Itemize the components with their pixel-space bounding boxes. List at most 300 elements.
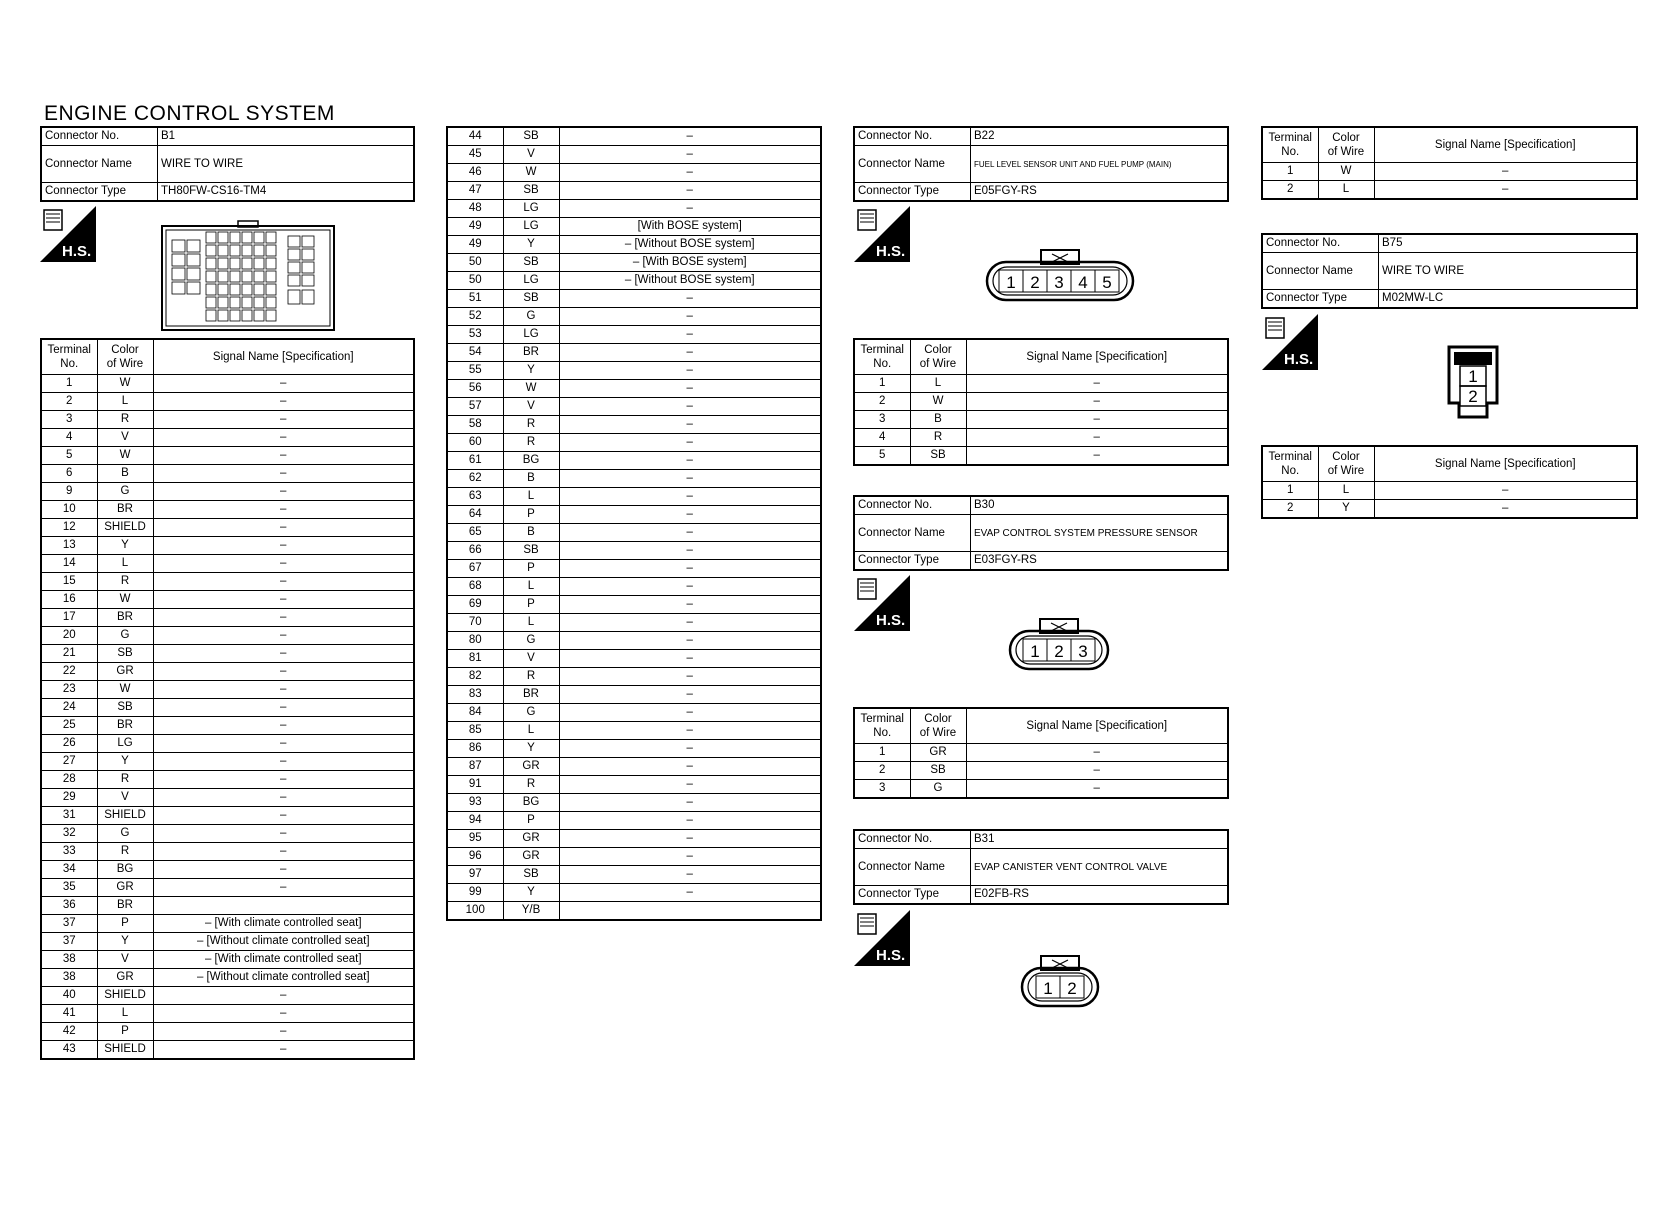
table-row [447, 326, 821, 344]
signal-cell: – [966, 744, 1228, 762]
terminal-cell: 1 [1262, 482, 1318, 500]
color-cell: SB [910, 447, 966, 466]
terminal-cell: 56 [447, 380, 503, 398]
connector-no-value: B22 [971, 127, 1229, 146]
signal-cell: – [966, 429, 1228, 447]
terminal-cell: 52 [447, 308, 503, 326]
color-cell: SHIELD [97, 1041, 153, 1060]
connector-name-label: Connector Name [854, 146, 971, 183]
color-cell: Y/B [503, 902, 559, 921]
color-cell: B [910, 411, 966, 429]
color-header [1318, 446, 1374, 482]
table-row [447, 686, 821, 704]
color-cell: W [97, 681, 153, 699]
color-cell: BR [97, 897, 153, 915]
signal-cell: – [559, 344, 821, 362]
terminal-cell: 91 [447, 776, 503, 794]
table-row [447, 470, 821, 488]
color-cell: SB [503, 127, 559, 146]
terminal-cell: 95 [447, 830, 503, 848]
table-row [41, 447, 414, 465]
terminal-cell: 62 [447, 470, 503, 488]
connector-type-value: TH80FW-CS16-TM4 [158, 183, 415, 202]
terminal-cell: 1 [854, 744, 910, 762]
color-cell: BR [503, 344, 559, 362]
terminal-cell: 86 [447, 740, 503, 758]
signal-cell: – [1374, 500, 1637, 519]
signal-cell: – [With climate controlled seat] [153, 915, 414, 933]
table-row [41, 843, 414, 861]
color-cell: P [503, 506, 559, 524]
terminal-cell: 61 [447, 452, 503, 470]
connector-no-value: B30 [971, 496, 1229, 515]
terminal-header [41, 339, 97, 375]
color-cell: W [1318, 163, 1374, 181]
table-row [447, 650, 821, 668]
terminal-header-line2: No. [1281, 146, 1300, 158]
connector-type-value: E02FB-RS [971, 886, 1229, 905]
table-row [854, 447, 1228, 466]
b22-terminal-table [853, 338, 1229, 466]
color-header [910, 339, 966, 375]
color-header [910, 708, 966, 744]
table-row [447, 848, 821, 866]
table-row [1262, 500, 1637, 519]
signal-cell: – [966, 447, 1228, 466]
terminal-cell: 49 [447, 218, 503, 236]
terminal-cell: 47 [447, 182, 503, 200]
signal-header: Signal Name [Specification] [153, 339, 414, 375]
connector-type-value: E03FGY-RS [971, 552, 1229, 571]
color-cell: P [503, 560, 559, 578]
signal-cell: – [559, 200, 821, 218]
connector-no-value: B75 [1379, 234, 1638, 253]
signal-cell: – [559, 884, 821, 902]
signal-cell: – [Without BOSE system] [559, 272, 821, 290]
page-title: ENGINE CONTROL SYSTEM [44, 102, 335, 125]
color-cell: LG [503, 272, 559, 290]
terminal-cell: 68 [447, 578, 503, 596]
table-row [447, 200, 821, 218]
terminal-header-line1: Terminal [860, 713, 904, 725]
signal-cell: – [153, 555, 414, 573]
color-header-line2: of Wire [919, 358, 957, 370]
terminal-cell: 25 [41, 717, 97, 735]
color-cell: LG [97, 735, 153, 753]
signal-cell: – [966, 762, 1228, 780]
terminal-cell: 50 [447, 272, 503, 290]
color-cell: GR [503, 848, 559, 866]
terminal-cell: 9 [41, 483, 97, 501]
terminal-header [1262, 446, 1318, 482]
terminal-cell: 85 [447, 722, 503, 740]
signal-cell: – [153, 645, 414, 663]
table-row [447, 524, 821, 542]
table-row [41, 663, 414, 681]
signal-cell: – [153, 807, 414, 825]
terminal-header [854, 339, 910, 375]
table-row [41, 411, 414, 429]
table-row [447, 830, 821, 848]
color-cell: G [503, 704, 559, 722]
color-cell: L [503, 614, 559, 632]
color-cell: R [97, 573, 153, 591]
pin-label: 1 [1468, 367, 1478, 386]
table-row [447, 704, 821, 722]
b1-terminal-table-1 [40, 338, 415, 1060]
color-cell: SB [503, 866, 559, 884]
terminal-header-line2: No. [873, 358, 892, 370]
signal-cell: – [559, 758, 821, 776]
signal-cell: – [153, 843, 414, 861]
terminal-cell: 50 [447, 254, 503, 272]
b1-connector-info [40, 126, 415, 202]
b1-connector-face-icon [160, 220, 336, 332]
signal-header: Signal Name [Specification] [966, 339, 1228, 375]
table-row [854, 411, 1228, 429]
color-cell: SHIELD [97, 987, 153, 1005]
terminal-cell: 96 [447, 848, 503, 866]
table-row [447, 344, 821, 362]
connector-type-value: E05FGY-RS [971, 183, 1229, 202]
terminal-cell: 2 [1262, 500, 1318, 519]
terminal-cell: 13 [41, 537, 97, 555]
color-cell: V [503, 398, 559, 416]
signal-cell: – [559, 398, 821, 416]
terminal-cell: 63 [447, 488, 503, 506]
color-cell: GR [97, 663, 153, 681]
color-cell: BR [97, 609, 153, 627]
pin-label: 1 [1006, 273, 1016, 292]
terminal-cell: 16 [41, 591, 97, 609]
signal-cell: – [559, 740, 821, 758]
table-row [447, 398, 821, 416]
color-cell: Y [503, 236, 559, 254]
color-cell: P [503, 596, 559, 614]
terminal-cell: 45 [447, 146, 503, 164]
color-cell: SB [910, 762, 966, 780]
terminal-cell: 20 [41, 627, 97, 645]
signal-cell: – [559, 470, 821, 488]
terminal-cell: 93 [447, 794, 503, 812]
signal-cell: – [153, 393, 414, 411]
color-header-line2: of Wire [1327, 465, 1365, 477]
color-cell: G [97, 627, 153, 645]
signal-cell: – [559, 596, 821, 614]
connector-no-value: B1 [158, 127, 415, 146]
color-cell: BG [503, 452, 559, 470]
terminal-cell: 34 [41, 861, 97, 879]
color-cell: V [97, 951, 153, 969]
table-row [41, 861, 414, 879]
terminal-cell: 87 [447, 758, 503, 776]
signal-cell: – [559, 362, 821, 380]
signal-cell: – [153, 411, 414, 429]
table-row [447, 362, 821, 380]
table-row [41, 879, 414, 897]
color-cell: Y [503, 740, 559, 758]
table-row [447, 127, 821, 146]
harness-side-icon [854, 206, 910, 262]
table-row [447, 794, 821, 812]
table-row [447, 614, 821, 632]
signal-cell: – [559, 794, 821, 812]
table-row [41, 753, 414, 771]
table-row [447, 668, 821, 686]
table-row [447, 758, 821, 776]
connector-name-label: Connector Name [854, 849, 971, 886]
color-cell: L [910, 375, 966, 393]
signal-cell: – [153, 465, 414, 483]
color-cell: BG [503, 794, 559, 812]
terminal-cell: 28 [41, 771, 97, 789]
pin-label: 2 [1030, 273, 1040, 292]
b31-connector-info [853, 829, 1229, 905]
color-cell: B [503, 470, 559, 488]
color-cell: L [97, 555, 153, 573]
terminal-header [854, 708, 910, 744]
color-cell: LG [503, 218, 559, 236]
color-cell: L [1318, 482, 1374, 500]
b75-terminal-table [1261, 445, 1638, 519]
color-cell: R [97, 411, 153, 429]
color-cell: R [503, 668, 559, 686]
table-row [447, 722, 821, 740]
color-cell: V [97, 789, 153, 807]
terminal-header-line2: No. [873, 727, 892, 739]
terminal-header [1262, 127, 1318, 163]
terminal-cell: 27 [41, 753, 97, 771]
color-cell: R [503, 776, 559, 794]
signal-cell: – [153, 771, 414, 789]
signal-cell: – [153, 1005, 414, 1023]
color-cell: B [97, 465, 153, 483]
terminal-cell: 2 [854, 393, 910, 411]
hs-label: H.S. [1284, 351, 1314, 368]
color-cell: BR [503, 686, 559, 704]
color-cell: V [97, 429, 153, 447]
signal-cell: – [559, 686, 821, 704]
signal-cell: – [Without climate controlled seat] [153, 969, 414, 987]
terminal-cell: 32 [41, 825, 97, 843]
terminal-cell: 82 [447, 668, 503, 686]
hs-label: H.S. [876, 612, 906, 629]
pin-label: 3 [1078, 642, 1088, 661]
signal-cell: – [559, 524, 821, 542]
signal-cell: – [559, 578, 821, 596]
signal-cell: – [559, 290, 821, 308]
table-row [41, 483, 414, 501]
b31-connector-face-icon [1020, 954, 1100, 1008]
color-cell: SB [503, 182, 559, 200]
signal-cell: – [153, 519, 414, 537]
color-cell: G [910, 780, 966, 799]
table-row [447, 776, 821, 794]
signal-cell: – [1374, 163, 1637, 181]
table-row [447, 902, 821, 921]
table-row [447, 542, 821, 560]
pin-label: 3 [1054, 273, 1064, 292]
color-header-line2: of Wire [106, 358, 144, 370]
terminal-cell: 2 [1262, 181, 1318, 200]
terminal-header-line2: No. [60, 358, 79, 370]
color-cell: L [97, 1005, 153, 1023]
signal-cell: – [559, 326, 821, 344]
color-cell: SB [97, 645, 153, 663]
connector-no-value: B31 [971, 830, 1229, 849]
hs-label: H.S. [62, 243, 92, 260]
signal-cell: – [559, 434, 821, 452]
signal-header: Signal Name [Specification] [966, 708, 1228, 744]
connector-type-label: Connector Type [1262, 290, 1379, 309]
color-cell: W [97, 375, 153, 393]
color-header-line2: of Wire [1327, 146, 1365, 158]
signal-cell: – [559, 488, 821, 506]
terminal-cell: 35 [41, 879, 97, 897]
b30-terminal-table [853, 707, 1229, 799]
table-row [41, 627, 414, 645]
color-cell: SB [503, 542, 559, 560]
terminal-cell: 33 [41, 843, 97, 861]
terminal-header-line1: Terminal [1268, 132, 1312, 144]
b1-terminal-table-2 [446, 126, 822, 921]
color-header-line1: Color [924, 344, 952, 356]
color-cell: LG [503, 326, 559, 344]
terminal-cell: 4 [41, 429, 97, 447]
table-row [1262, 181, 1637, 200]
color-cell: BR [97, 501, 153, 519]
signal-cell: – [153, 735, 414, 753]
signal-cell: – [966, 393, 1228, 411]
color-cell: W [503, 164, 559, 182]
terminal-cell: 22 [41, 663, 97, 681]
connector-name-label: Connector Name [41, 146, 158, 183]
signal-cell: – [With climate controlled seat] [153, 951, 414, 969]
terminal-cell: 97 [447, 866, 503, 884]
color-cell: Y [97, 933, 153, 951]
table-row [447, 182, 821, 200]
color-cell: GR [503, 830, 559, 848]
b22-connector-info [853, 126, 1229, 202]
table-row [41, 933, 414, 951]
table-row [41, 519, 414, 537]
connector-type-label: Connector Type [854, 886, 971, 905]
terminal-cell: 5 [854, 447, 910, 466]
color-header-line2: of Wire [919, 727, 957, 739]
table-row [854, 429, 1228, 447]
table-row [41, 1023, 414, 1041]
color-cell: Y [97, 537, 153, 555]
terminal-cell: 6 [41, 465, 97, 483]
table-row [447, 416, 821, 434]
table-row [447, 632, 821, 650]
signal-cell: – [559, 416, 821, 434]
signal-cell: – [153, 699, 414, 717]
table-row [41, 969, 414, 987]
terminal-cell: 26 [41, 735, 97, 753]
terminal-cell: 10 [41, 501, 97, 519]
signal-cell: – [559, 560, 821, 578]
table-row [447, 866, 821, 884]
terminal-cell: 4 [854, 429, 910, 447]
color-cell: GR [97, 879, 153, 897]
signal-cell: – [559, 704, 821, 722]
connector-type-label: Connector Type [854, 183, 971, 202]
color-cell: P [503, 812, 559, 830]
color-cell: G [503, 308, 559, 326]
color-cell: R [910, 429, 966, 447]
signal-cell: – [153, 861, 414, 879]
harness-side-icon [40, 206, 96, 262]
connector-name-label: Connector Name [854, 515, 971, 552]
table-row [41, 1005, 414, 1023]
connector-type-value: M02MW-LC [1379, 290, 1638, 309]
terminal-cell: 42 [41, 1023, 97, 1041]
terminal-cell: 1 [854, 375, 910, 393]
hs-label: H.S. [876, 947, 906, 964]
table-row [41, 789, 414, 807]
signal-cell: – [559, 866, 821, 884]
connector-no-label: Connector No. [854, 127, 971, 146]
color-cell: G [97, 483, 153, 501]
table-row [41, 915, 414, 933]
color-cell: Y [97, 753, 153, 771]
table-row [41, 555, 414, 573]
color-cell: SHIELD [97, 519, 153, 537]
connector-name-value: FUEL LEVEL SENSOR UNIT AND FUEL PUMP (MAIN) [971, 146, 1229, 183]
signal-cell: – [559, 380, 821, 398]
connector-name-label: Connector Name [1262, 253, 1379, 290]
table-row [41, 537, 414, 555]
table-row [447, 740, 821, 758]
terminal-cell: 84 [447, 704, 503, 722]
signal-cell: – [559, 506, 821, 524]
signal-cell: – [153, 1023, 414, 1041]
terminal-cell: 1 [41, 375, 97, 393]
signal-cell: – [153, 789, 414, 807]
signal-cell: – [559, 146, 821, 164]
table-row [41, 501, 414, 519]
terminal-cell: 21 [41, 645, 97, 663]
terminal-cell: 64 [447, 506, 503, 524]
signal-cell: – [153, 447, 414, 465]
table-row [447, 596, 821, 614]
signal-cell: – [153, 681, 414, 699]
table-row [41, 897, 414, 915]
signal-cell: – [153, 717, 414, 735]
table-row [41, 699, 414, 717]
table-row [41, 807, 414, 825]
color-cell: G [97, 825, 153, 843]
table-row [447, 578, 821, 596]
table-row [854, 393, 1228, 411]
signal-cell [559, 902, 821, 921]
color-header [97, 339, 153, 375]
terminal-cell: 94 [447, 812, 503, 830]
terminal-cell: 65 [447, 524, 503, 542]
signal-cell: – [559, 848, 821, 866]
table-row [41, 429, 414, 447]
table-row [41, 1041, 414, 1060]
connector-type-label: Connector Type [854, 552, 971, 571]
table-row [447, 452, 821, 470]
signal-cell [153, 897, 414, 915]
table-row [41, 375, 414, 393]
signal-cell: – [153, 987, 414, 1005]
terminal-cell: 14 [41, 555, 97, 573]
b75-connector-face-icon [1446, 344, 1500, 420]
signal-cell: – [559, 668, 821, 686]
